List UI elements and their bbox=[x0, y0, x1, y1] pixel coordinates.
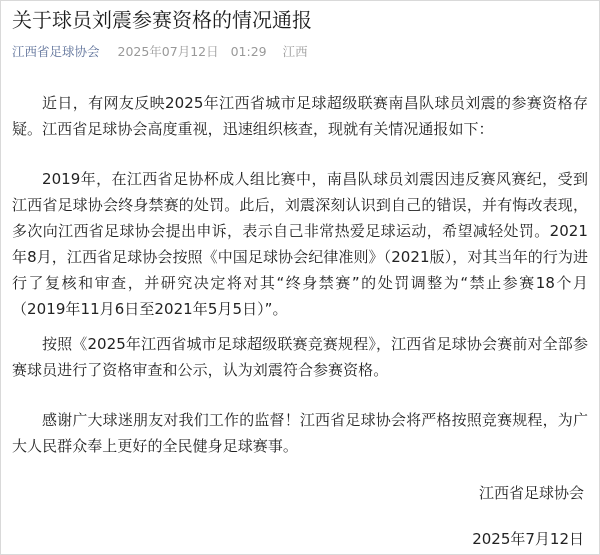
publish-time: 01:29 bbox=[230, 44, 267, 59]
issuer-signature: 江西省足球协会 bbox=[478, 484, 584, 502]
source-account-link[interactable]: 江西省足球协会 bbox=[12, 44, 100, 59]
notice-paragraph-intro: 近日，有网友反映2025年江西省城市足球超级联赛南昌队球员刘震的参赛资格存疑。江西省足球协会高度重视，迅速组织核查，现就有关情况通报如下： bbox=[12, 94, 588, 138]
notice-paragraph-thanks: 感谢广大球迷朋友对我们工作的监督！江西省足球协会将严格按照竞赛规程，为广大人民群众奉上更好的全民健身足球赛事。 bbox=[12, 411, 588, 455]
notice-paragraph-eligibility: 按照《2025年江西省城市足球超级联赛竞赛规程》，江西省足球协会赛前对全部参赛球员进行了资格审查和公示，认为刘震符合参赛资格。 bbox=[12, 335, 588, 379]
article-title: 关于球员刘震参赛资格的情况通报 bbox=[12, 8, 312, 32]
issue-date: 2025年7月12日 bbox=[472, 530, 584, 548]
publish-date: 2025年07月12日 bbox=[117, 44, 219, 59]
publish-location: 江西 bbox=[282, 44, 308, 59]
article-meta bbox=[12, 42, 308, 62]
notice-paragraph-history: 2019年，在江西省足协杯成人组比赛中，南昌队球员刘震因违反赛风赛纪，受到江西省足球协会终身禁赛的处罚。此后，刘震深刻认识到自己的错误，并有悔改表现，多次向江西省足球协会提出申诉，表示自己非常热爱足球运动，希望减轻处罚。2021年8月，江西省足球协会按照《中国足球协会纪律准则》（2021版），对其当年的行为进行了复核和审查，并研究决定将对其“终身禁赛”的处罚调整为“禁止参赛18个月（2019年11月6日至2021年5月5日）”。 bbox=[12, 170, 588, 318]
